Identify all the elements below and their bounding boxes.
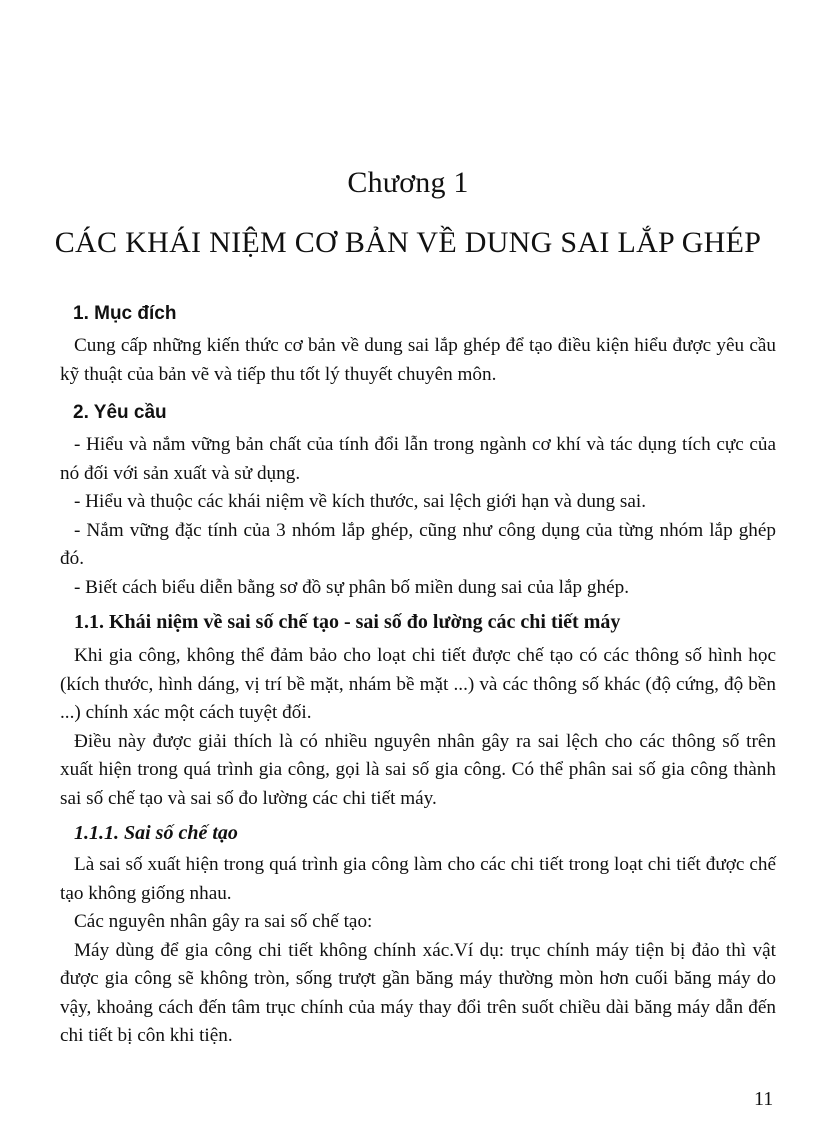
paragraph-1-1-1-c: Máy dùng để gia công chi tiết không chính xác.Ví dụ: trục chính máy tiện bị đảo thì vật được gia công sẽ không tròn, sống trượt gần băng máy thường mòn hơn cuối băng máy do vậy, khoảng cách đến tâm trục chính của máy thay đổi trên suốt chiều dài băng máy dẫn đến chi tiết bị côn khi tiện. — [60, 939, 776, 1046]
paragraph-muc-dich: Cung cấp những kiến thức cơ bản về dung sai lắp ghép để tạo điều kiện hiểu được yêu cầu kỹ thuật của bản vẽ và tiếp thu tốt lý thuyết chuyên môn. — [60, 335, 776, 385]
heading-section-1-1-1: 1.1.1. Sai số chế tạo — [74, 822, 238, 844]
paragraph-1-1-1-a: Là sai số xuất hiện trong quá trình gia công làm cho các chi tiết trong loạt chi tiết được chế tạo không giống nhau. — [60, 854, 776, 904]
paragraph-1-1-b: Điều này được giải thích là có nhiều nguyên nhân gây ra sai lệch cho các thông số trên xuất hiện trong quá trình gia công, gọi là sai số gia công. Có thể phân sai số gia công thành sai số chế tạo và sai số đo lường các chi tiết máy. — [60, 730, 776, 809]
page-content — [60, 300, 776, 1051]
chapter-label: Chương 1 — [347, 166, 469, 199]
list-item-yeu-cau-3: - Nắm vững đặc tính của 3 nhóm lắp ghép, cũng như công dụng của từng nhóm lắp ghép đó. — [60, 519, 776, 569]
list-item-yeu-cau-2: - Hiểu và thuộc các khái niệm về kích thước, sai lệch giới hạn và dung sai. — [74, 491, 647, 512]
heading-section-1-1: 1.1. Khái niệm về sai số chế tạo - sai số đo lường các chi tiết máy — [74, 611, 621, 633]
chapter-title: CÁC KHÁI NIỆM CƠ BẢN VỀ DUNG SAI LẮP GHÉP — [54, 226, 762, 259]
heading-yeu-cau: 2. Yêu cầu — [73, 402, 167, 423]
paragraph-1-1-a: Khi gia công, không thể đảm bảo cho loạt chi tiết được chế tạo có các thông số hình học (kích thước, hình dáng, vị trí bề mặt, nhám bề mặt ...) và các thông số khác (độ cứng, độ bền ...) chính xác một cách tuyệt đối. — [60, 645, 776, 723]
heading-muc-dich: 1. Mục đích — [73, 303, 177, 324]
paragraph-1-1-1-b: Các nguyên nhân gây ra sai số chế tạo: — [74, 911, 373, 932]
list-item-yeu-cau-4: - Biết cách biểu diễn bằng sơ đồ sự phân bố miền dung sai của lắp ghép. — [74, 576, 629, 598]
list-item-yeu-cau-1: - Hiểu và nắm vững bản chất của tính đổi lẫn trong ngành cơ khí và tác dụng tích cực của nó đối với sản xuất và sử dụng. — [60, 434, 776, 484]
page-number: 11 — [754, 1088, 774, 1110]
